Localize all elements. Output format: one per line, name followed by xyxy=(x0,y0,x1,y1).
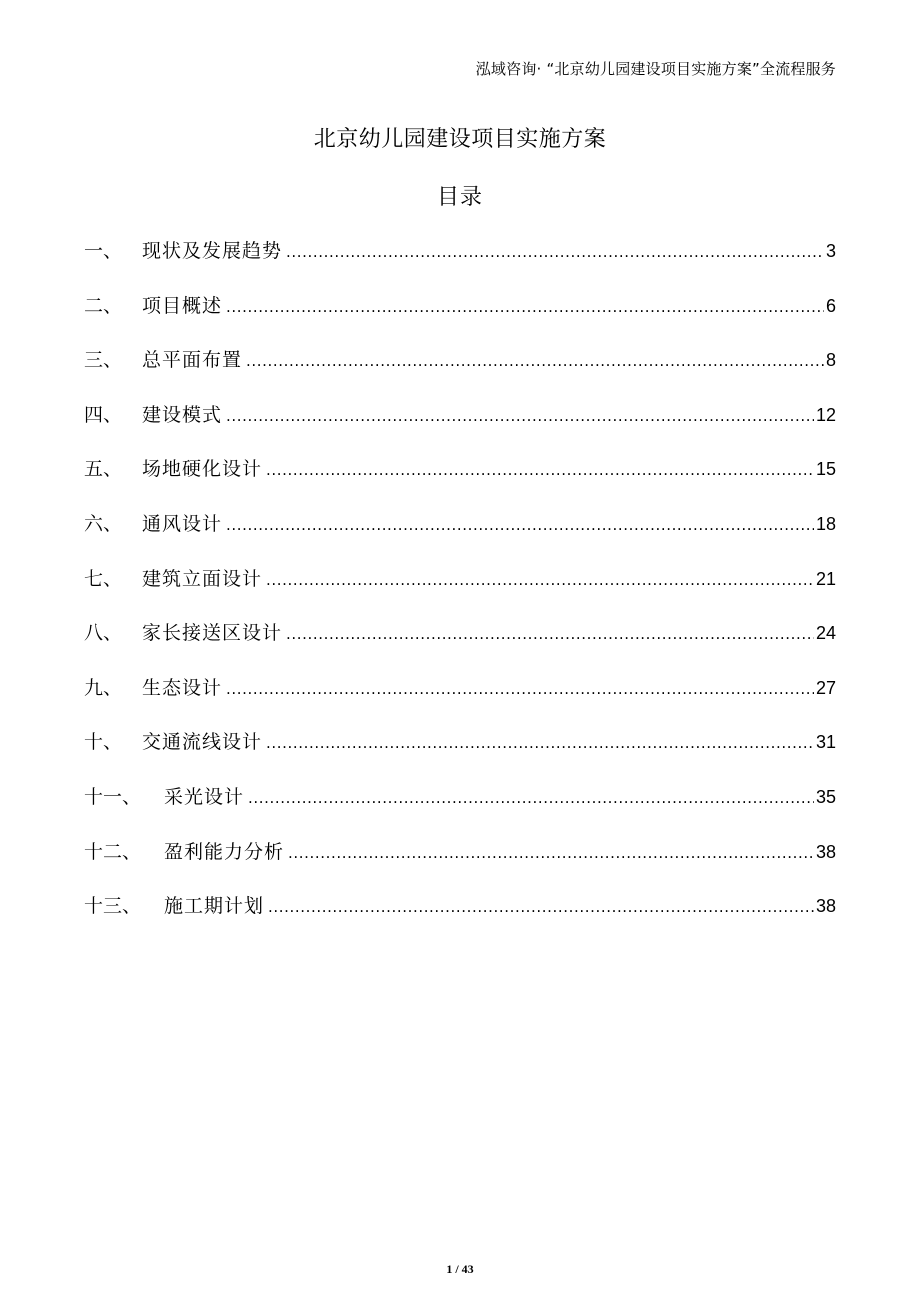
toc-entry-label: 场地硬化设计 xyxy=(142,458,263,481)
toc-entry-page: 8 xyxy=(825,350,836,371)
toc-entry-number: 九、 xyxy=(84,676,123,699)
toc-entry-number: 十、 xyxy=(84,731,123,754)
toc-entry-page: 38 xyxy=(815,841,836,862)
toc-entry-number: 十一、 xyxy=(84,785,142,808)
toc-entry[interactable] xyxy=(84,564,836,619)
toc-entry-number: 二、 xyxy=(84,294,123,317)
toc-entry-page: 6 xyxy=(825,295,836,316)
toc-entry[interactable] xyxy=(84,454,836,509)
running-header: 泓域咨询· “北京幼儿园建设项目实施方案”全流程服务 xyxy=(475,60,836,78)
toc-dot-leader xyxy=(288,838,814,868)
toc-entry-label: 施工期计划 xyxy=(164,895,265,918)
toc-entry-label: 通风设计 xyxy=(142,512,223,535)
toc-dot-leader xyxy=(226,674,814,704)
toc-entry-page: 38 xyxy=(815,896,836,917)
toc-entry-label: 交通流线设计 xyxy=(142,731,263,754)
toc-heading: 目录 xyxy=(436,185,483,210)
toc-dot-leader xyxy=(246,346,824,376)
toc-dot-leader xyxy=(286,237,824,267)
toc-entry-label: 现状及发展趋势 xyxy=(142,240,283,262)
toc-dot-leader xyxy=(286,619,814,649)
toc-dot-leader xyxy=(266,565,814,595)
toc-entry[interactable] xyxy=(84,727,836,782)
toc-entry-page: 12 xyxy=(815,404,836,425)
toc-entry[interactable] xyxy=(84,891,836,946)
table-of-contents xyxy=(84,236,836,946)
toc-entry-label: 生态设计 xyxy=(142,676,223,699)
toc-entry-number: 四、 xyxy=(84,403,123,426)
toc-entry-page: 35 xyxy=(815,786,836,807)
toc-entry-label: 建筑立面设计 xyxy=(142,567,263,590)
toc-dot-leader xyxy=(226,401,814,431)
toc-entry-number: 一、 xyxy=(84,240,123,262)
toc-entry[interactable] xyxy=(84,345,836,400)
toc-entry-page: 15 xyxy=(815,459,836,480)
toc-entry[interactable] xyxy=(84,400,836,455)
toc-entry-page: 3 xyxy=(825,241,836,261)
toc-entry-label: 建设模式 xyxy=(142,403,223,426)
toc-dot-leader xyxy=(248,783,814,813)
toc-entry-number: 五、 xyxy=(84,458,123,481)
toc-dot-leader xyxy=(266,455,814,485)
document-title: 北京幼儿园建设项目实施方案 xyxy=(313,127,607,152)
toc-entry-page: 21 xyxy=(815,568,836,589)
toc-entry[interactable] xyxy=(84,618,836,673)
toc-entry[interactable] xyxy=(84,673,836,728)
toc-entry-label: 总平面布置 xyxy=(142,349,243,372)
toc-entry-page: 27 xyxy=(815,677,836,698)
toc-entry[interactable] xyxy=(84,291,836,346)
toc-dot-leader xyxy=(226,292,824,322)
toc-entry-label: 采光设计 xyxy=(164,785,245,808)
toc-dot-leader xyxy=(226,510,814,540)
toc-entry-number: 八、 xyxy=(84,622,123,645)
toc-dot-leader xyxy=(266,728,814,758)
toc-entry-number: 六、 xyxy=(84,512,123,535)
toc-dot-leader xyxy=(268,892,814,922)
toc-entry[interactable] xyxy=(84,782,836,837)
toc-entry-number: 七、 xyxy=(84,567,123,590)
toc-entry[interactable] xyxy=(84,837,836,892)
toc-entry-label: 项目概述 xyxy=(142,294,223,317)
toc-entry-page: 31 xyxy=(815,732,836,753)
toc-entry-label: 家长接送区设计 xyxy=(142,622,283,645)
page-number: 1 / 43 xyxy=(446,1262,474,1276)
toc-entry-number: 十二、 xyxy=(84,840,142,863)
toc-entry-page: 18 xyxy=(815,513,836,534)
toc-entry-number: 十三、 xyxy=(84,895,142,918)
toc-entry[interactable] xyxy=(84,236,836,291)
toc-entry-number: 三、 xyxy=(84,349,123,372)
toc-entry-label: 盈利能力分析 xyxy=(164,840,285,863)
toc-entry[interactable] xyxy=(84,509,836,564)
toc-entry-page: 24 xyxy=(815,623,836,644)
